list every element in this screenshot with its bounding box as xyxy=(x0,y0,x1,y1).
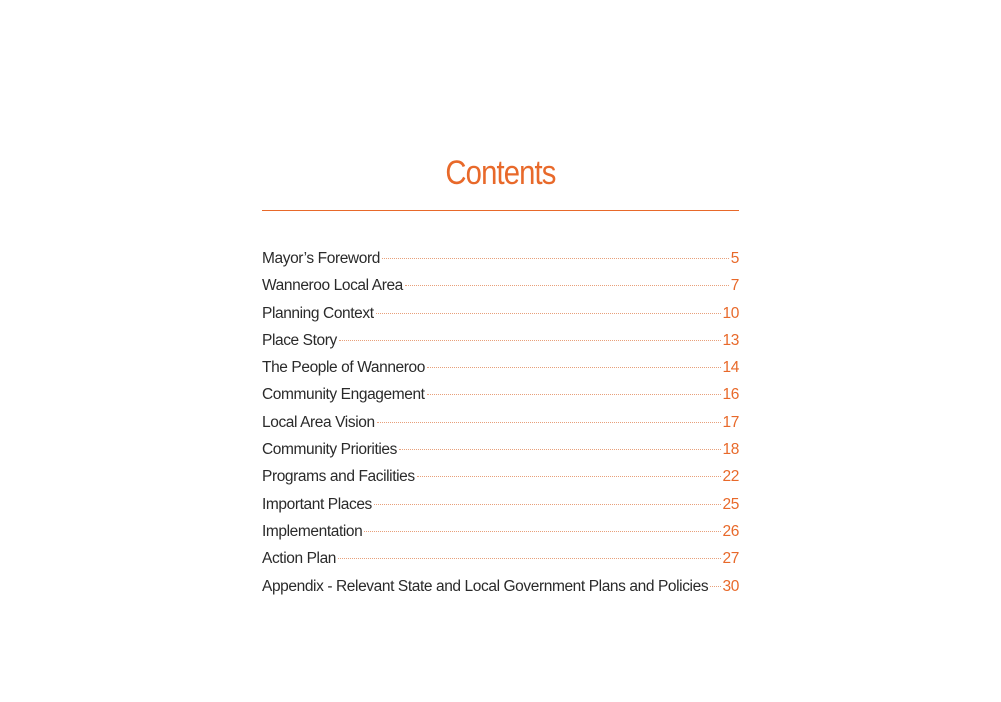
toc-entry-page: 13 xyxy=(722,331,739,349)
dot-leader xyxy=(427,394,721,395)
toc-entry-label: Important Places xyxy=(262,495,372,513)
dot-leader xyxy=(710,586,720,587)
toc-entry[interactable] xyxy=(262,381,739,408)
toc-entry[interactable] xyxy=(262,245,739,272)
toc-entry[interactable] xyxy=(262,463,739,490)
toc-entry-page: 18 xyxy=(722,441,739,459)
dot-leader xyxy=(427,367,721,368)
toc-entry-label: Community Priorities xyxy=(262,441,397,459)
toc-entry[interactable] xyxy=(262,573,739,600)
toc-entry-label: Programs and Facilities xyxy=(262,468,415,486)
dot-leader xyxy=(339,340,721,341)
title-divider xyxy=(262,210,739,211)
toc-entry-label: Place Story xyxy=(262,331,337,349)
toc-entry-page: 30 xyxy=(722,577,739,595)
dot-leader xyxy=(338,558,721,559)
toc-entry-label: Planning Context xyxy=(262,304,374,322)
contents-page xyxy=(262,150,739,600)
toc-entry-page: 26 xyxy=(722,522,739,540)
toc-entry[interactable] xyxy=(262,409,739,436)
toc-entry-label: Action Plan xyxy=(262,550,337,568)
dot-leader xyxy=(364,531,720,532)
toc-entry-page: 7 xyxy=(730,277,739,295)
table-of-contents xyxy=(262,245,739,600)
toc-entry-page: 22 xyxy=(722,468,739,486)
toc-entry-page: 27 xyxy=(722,550,739,568)
toc-entry-label: Community Engagement xyxy=(262,386,425,404)
dot-leader xyxy=(376,313,721,314)
toc-entry[interactable] xyxy=(262,354,739,381)
toc-entry[interactable] xyxy=(262,518,739,545)
toc-entry-page: 17 xyxy=(722,413,739,431)
toc-entry-page: 16 xyxy=(722,386,739,404)
toc-entry-label: Mayor’s Foreword xyxy=(262,250,380,267)
toc-entry[interactable] xyxy=(262,491,739,518)
toc-entry[interactable] xyxy=(262,272,739,299)
toc-entry-label: Local Area Vision xyxy=(262,413,375,431)
toc-entry-label: Implementation xyxy=(262,522,363,540)
dot-leader xyxy=(374,504,721,505)
toc-entry-label: The People of Wanneroo xyxy=(262,359,425,377)
toc-entry-page: 10 xyxy=(722,304,739,322)
toc-entry[interactable] xyxy=(262,436,739,463)
toc-entry[interactable] xyxy=(262,327,739,354)
toc-entry-page: 25 xyxy=(722,495,739,513)
toc-entry[interactable] xyxy=(262,545,739,572)
toc-entry-page: 5 xyxy=(730,250,739,267)
dot-leader xyxy=(377,422,721,423)
dot-leader xyxy=(399,449,721,450)
toc-entry[interactable] xyxy=(262,300,739,327)
toc-entry-label: Wanneroo Local Area xyxy=(262,277,403,295)
dot-leader xyxy=(405,285,729,286)
toc-entry-page: 14 xyxy=(722,359,739,377)
dot-leader xyxy=(417,476,721,477)
toc-entry-label: Appendix - Relevant State and Local Government Plans and Policies xyxy=(262,577,709,595)
dot-leader xyxy=(382,258,729,259)
page-title: Contents xyxy=(445,154,556,192)
